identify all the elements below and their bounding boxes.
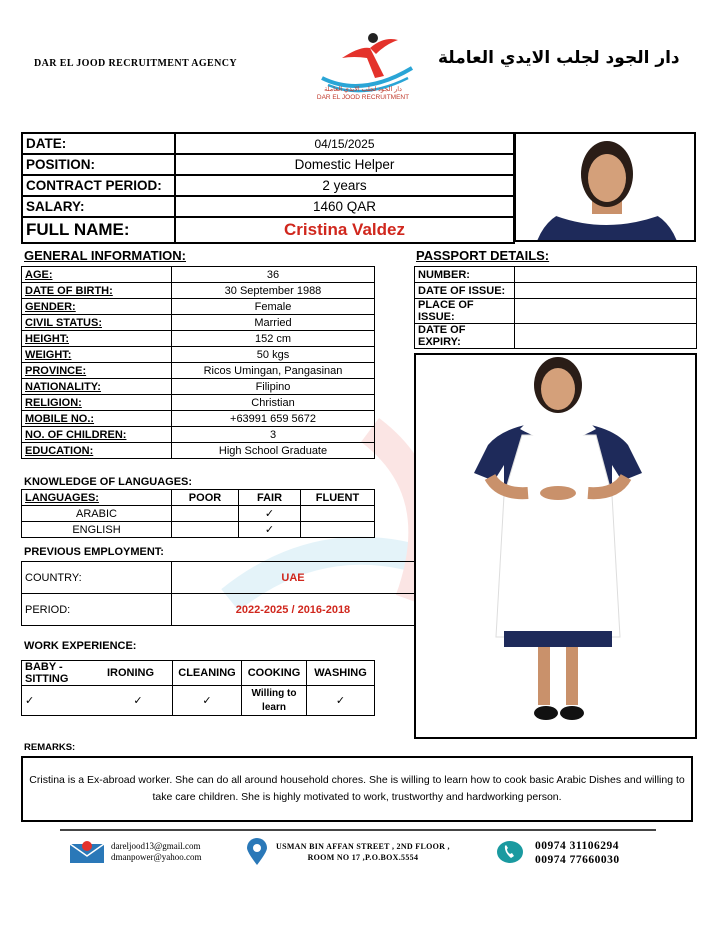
remarks-text: Cristina is a Ex-abroad worker. She can do all around household chores. She is willing to learn how to cook basic Arabic Dishes and willing to take care children. She is highly motivated to work, trustworthy and hardworking person. [21,756,693,822]
footer-phones [535,839,620,867]
table-row [22,331,375,347]
table-row [22,217,514,243]
country-value: UAE [172,562,415,594]
lang-header-fair: FAIR [239,490,301,506]
table-row [22,686,375,716]
email-1: dareljood13@gmail.com [111,841,201,851]
gi-label: CIVIL STATUS: [22,315,172,331]
gi-value: +63991 659 5672 [172,411,375,427]
work-value: ✓ [104,686,173,716]
table-row [22,267,375,283]
table-row [22,154,514,175]
footer-address [276,841,450,863]
date-value: 04/15/2025 [175,133,514,154]
work-header: CLEANING [173,661,242,686]
gi-label: HEIGHT: [22,331,172,347]
pp-value [515,299,697,324]
lang-fluent [301,522,375,538]
previous-employment-title: PREVIOUS EMPLOYMENT: [24,546,164,558]
salary-label: SALARY: [22,196,175,217]
gi-label: MOBILE NO.: [22,411,172,427]
table-row [22,562,415,594]
table-row [22,443,375,459]
lang-poor [172,506,239,522]
logo-caption [304,86,422,102]
address-line-1: USMAN BIN AFFAN STREET , 2ND FLOOR , [276,842,450,851]
pp-label: DATE OF EXPIRY: [415,324,515,349]
email-icon [69,840,105,864]
gi-label: EDUCATION: [22,443,172,459]
table-row [22,283,375,299]
lang-poor [172,522,239,538]
passport-title: PASSPORT DETAILS: [416,248,550,263]
passport-table [414,266,697,349]
previous-employment-table [21,561,415,626]
period-label: PERIOD: [22,594,172,626]
table-row [22,175,514,196]
contract-label: CONTRACT PERIOD: [22,175,175,196]
gi-value: Filipino [172,379,375,395]
pp-label: PLACE OF ISSUE: [415,299,515,324]
lang-name: ENGLISH [22,522,172,538]
portrait-photo [514,132,696,242]
position-value: Domestic Helper [175,154,514,175]
pp-value [515,324,697,349]
gi-label: WEIGHT: [22,347,172,363]
table-row [22,315,375,331]
table-row [22,347,375,363]
gi-value: 50 kgs [172,347,375,363]
work-header: WASHING [307,661,375,686]
general-info-table [21,266,375,459]
languages-table [21,489,375,538]
gi-value: Married [172,315,375,331]
email-2: dmanpower@yahoo.com [111,852,202,862]
table-row [415,299,697,324]
gi-label: NATIONALITY: [22,379,172,395]
lang-header-languages: LANGUAGES: [22,490,172,506]
work-header: COOKING [242,661,307,686]
gi-label: DATE OF BIRTH: [22,283,172,299]
phone-icon [496,840,524,864]
table-row [415,283,697,299]
location-pin-icon [246,838,268,866]
address-line-2: ROOM NO 17 ,P.O.BOX.5554 [307,853,419,862]
table-row [415,267,697,283]
full-name-label: FULL NAME: [22,217,175,243]
lang-fair: ✓ [239,522,301,538]
gi-label: GENDER: [22,299,172,315]
work-experience-title: WORK EXPERIENCE: [24,640,137,652]
table-row [22,196,514,217]
agency-name-arabic: دار الجود لجلب الايدي العاملة [438,48,680,68]
table-row [22,661,375,686]
lang-fair: ✓ [239,506,301,522]
country-label: COUNTRY: [22,562,172,594]
lang-name: ARABIC [22,506,172,522]
date-label: DATE: [22,133,175,154]
contract-value: 2 years [175,175,514,196]
remarks-title: REMARKS: [24,742,76,753]
work-header: BABY - SITTING [22,661,105,686]
phone-1: 00974 31106294 [535,840,619,852]
lang-header-fluent: FLUENT [301,490,375,506]
work-experience-table [21,660,375,716]
table-row [22,490,375,506]
table-row [415,324,697,349]
gi-value: 3 [172,427,375,443]
logo-caption-arabic: دار الجود لجلب الايدي العاملة [324,86,402,93]
table-row [22,522,375,538]
general-info-title: GENERAL INFORMATION: [24,248,187,263]
phone-2: 00974 77660030 [535,854,620,866]
table-row [22,506,375,522]
languages-title: KNOWLEDGE OF LANGUAGES: [24,476,193,488]
main-info-table [21,132,515,244]
pp-label: NUMBER: [415,267,515,283]
full-name-value: Cristina Valdez [175,217,514,243]
gi-value: Christian [172,395,375,411]
gi-value: Ricos Umingan, Pangasinan [172,363,375,379]
table-row [22,363,375,379]
table-row [22,299,375,315]
gi-value: 152 cm [172,331,375,347]
gi-value: Female [172,299,375,315]
table-row [22,379,375,395]
work-header: IRONING [104,661,173,686]
gi-value: 36 [172,267,375,283]
salary-value: 1460 QAR [175,196,514,217]
work-value: Willing to learn [242,686,307,716]
footer-emails [111,841,202,863]
full-body-photo [414,353,697,739]
gi-label: PROVINCE: [22,363,172,379]
work-value: ✓ [173,686,242,716]
footer-divider [60,829,656,831]
work-value: ✓ [307,686,375,716]
gi-label: NO. OF CHILDREN: [22,427,172,443]
table-row [22,427,375,443]
pp-label: DATE OF ISSUE: [415,283,515,299]
lang-header-poor: POOR [172,490,239,506]
pp-value [515,267,697,283]
gi-value: High School Graduate [172,443,375,459]
period-value: 2022-2025 / 2016-2018 [172,594,415,626]
pp-value [515,283,697,299]
table-row [22,594,415,626]
table-row [22,133,514,154]
logo-caption-english: DAR EL JOOD RECRUITMENT [316,94,410,101]
position-label: POSITION: [22,154,175,175]
table-row [22,411,375,427]
work-value: ✓ [22,686,105,716]
table-row [22,395,375,411]
gi-value: 30 September 1988 [172,283,375,299]
lang-fluent [301,506,375,522]
gi-label: RELIGION: [22,395,172,411]
gi-label: AGE: [22,267,172,283]
agency-name-english: DAR EL JOOD RECRUITMENT AGENCY [34,58,237,69]
